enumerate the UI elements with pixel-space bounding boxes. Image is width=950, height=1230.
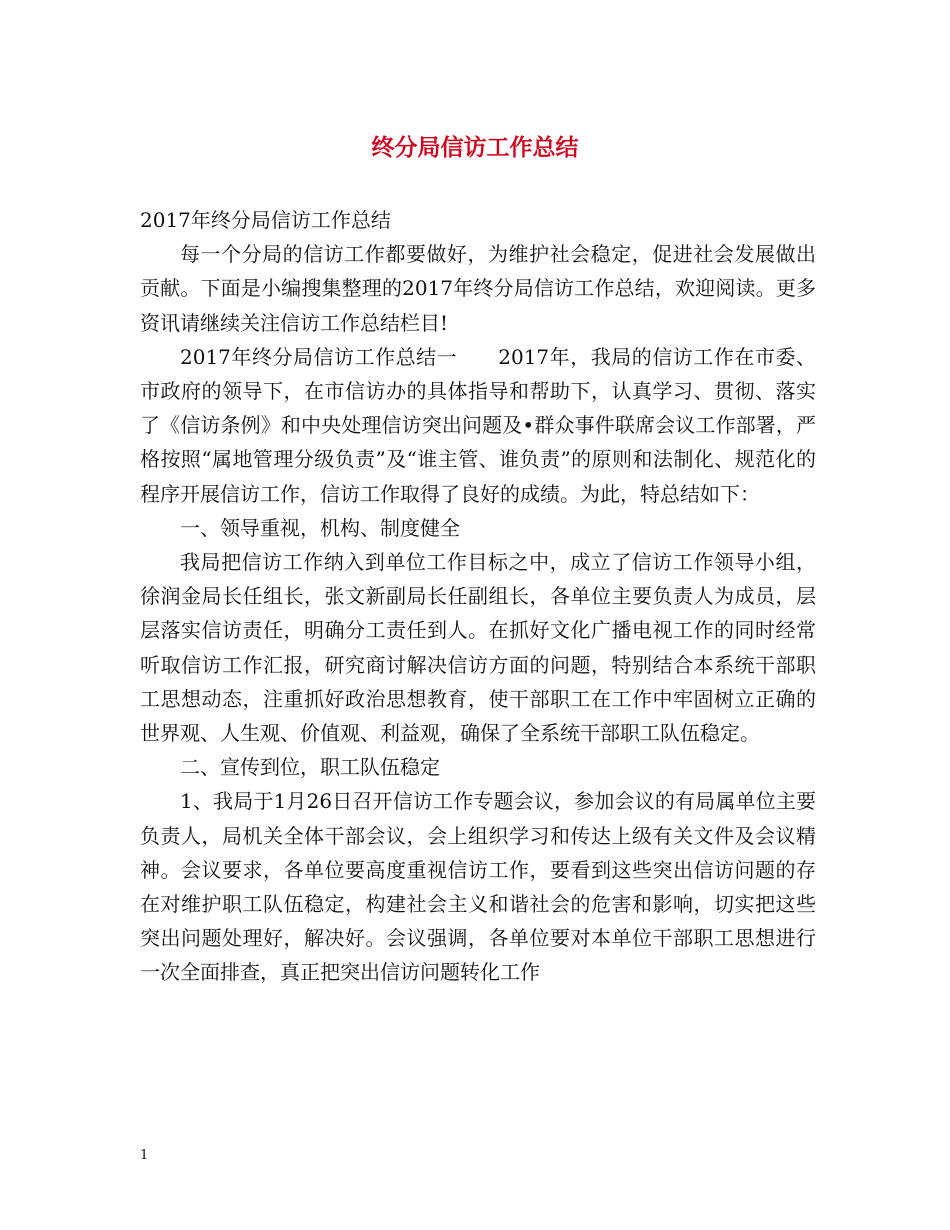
page-number: 1 [140,1148,149,1163]
meeting-paragraph: 1、我局于1月26日召开信访工作专题会议，参加会议的有局属单位主要负责人，局机关全体干部会议，会上组织学习和传达上级有关文件及会议精神。会议要求，各单位要高度重视信访工作，要看到这些突出信访问题的存在对维护职工队伍稳定，构建社会主义和谐社会的危害和影响，切实把这些突出问题处理好，解决好。会议强调，各单位要对本单位干部职工思想进行一次全面排查，真正把突出信访问题转化工作 [140,789,816,985]
section-heading-publicity: 二、宣传到位，职工队伍稳定 [180,755,440,780]
document-subtitle: 2017年终分局信访工作总结 [140,208,391,232]
intro-paragraph: 每一个分局的信访工作都要做好，为维护社会稳定，促进社会发展做出贡献。下面是小编搜集整理的2017年终分局信访工作总结，欢迎阅读。更多资讯请继续关注信访工作总结栏目! [140,242,816,335]
document-body [140,203,816,990]
leadership-paragraph: 我局把信访工作纳入到单位工作目标之中，成立了信访工作领导小组，徐润金局长任组长，张文新副局长任副组长，各单位主要负责人为成员，层层落实信访责任，明确分工责任到人。在抓好文化广播电视工作的同时经常听取信访工作汇报，研究商讨解决信访方面的问题，特别结合本系统干部职工思想动态，注重抓好政治思想教育，使干部职工在工作中牢固树立正确的世界观、人生观、价值观、利益观，确保了全系统干部职工队伍稳定。 [140,550,816,746]
summary-paragraph: 2017年终分局信访工作总结一 2017年，我局的信访工作在市委、市政府的领导下，在市信访办的具体指导和帮助下，认真学习、贯彻、落实了《信访条例》和中央处理信访突出问题及•群众事件联席会议工作部署，严格按照“属地管理分级负责”及“谁主管、谁负责”的原则和法制化、规范化的程序开展信访工作，信访工作取得了良好的成绩。为此，特总结如下： [140,344,816,506]
section-heading-leadership: 一、领导重视，机构、制度健全 [180,515,460,540]
document-title: 终分局信访工作总结 [371,135,579,161]
